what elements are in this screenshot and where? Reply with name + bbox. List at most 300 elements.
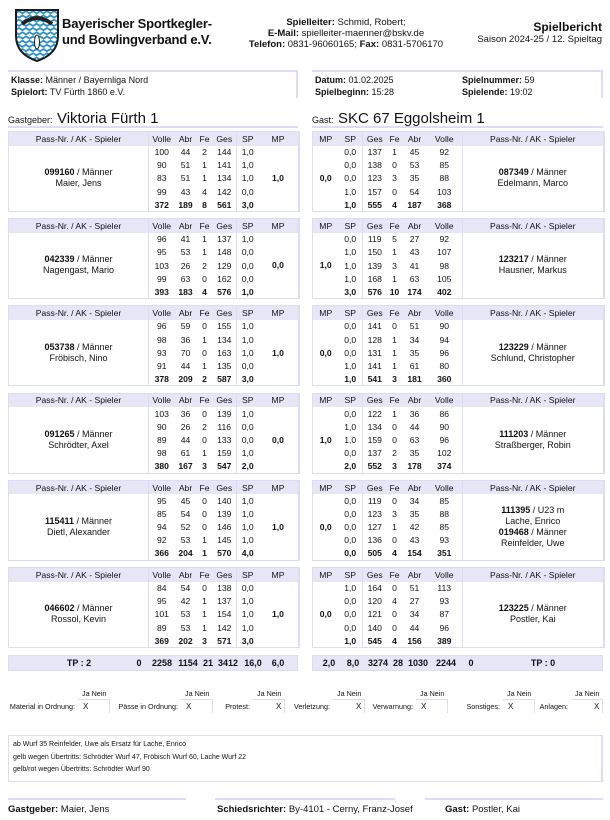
score-cell: 34 xyxy=(409,609,420,620)
logo-diamond xyxy=(12,6,16,8)
score-cell: 43 xyxy=(409,535,420,546)
col-header: Pass-Nr. / AK - Spieler xyxy=(9,393,149,407)
score-cell: 45 xyxy=(409,147,420,158)
score-cell: 0 xyxy=(392,535,397,546)
score-cell: 1 xyxy=(202,609,207,620)
header-row xyxy=(313,219,604,233)
score-cell: 63 xyxy=(409,435,420,446)
remark-line: ab Wurf 35 Reinfelder, Uwe als Ersatz für Lache, Enrico xyxy=(13,741,187,748)
score-cell: 380 xyxy=(149,460,175,473)
score-cell: 0,0 xyxy=(344,448,357,459)
home-game-table xyxy=(8,480,300,561)
score-cell: 1 xyxy=(202,334,207,345)
remark-line: gelb/rot wegen Übertritts: Schrödter Wurf 90 xyxy=(13,766,150,773)
lane-row xyxy=(9,233,299,246)
score-cell: 1,0 xyxy=(237,320,259,333)
score-cell: 547 xyxy=(217,461,232,472)
score-cell: 570 xyxy=(217,548,232,559)
score-cell: 0,0 xyxy=(344,522,357,533)
score-cell: 1 xyxy=(392,408,397,419)
col-header: MP xyxy=(259,132,299,146)
ja-nein-header: Ja Nein xyxy=(185,689,210,698)
score-cell: 90 xyxy=(149,159,175,172)
col-header: MP xyxy=(259,306,299,320)
score-cell: 128 xyxy=(363,333,387,346)
logo-diamond xyxy=(47,59,54,63)
score-cell: 0,0 xyxy=(237,259,259,272)
score-cell: 121 xyxy=(363,608,387,621)
score-cell: 59 xyxy=(180,321,191,332)
col-header: SP xyxy=(237,480,259,494)
check-box[interactable] xyxy=(78,699,110,713)
col-header: Pass-Nr. / AK - Spieler xyxy=(463,568,604,582)
player-pass: 042339 / Männer xyxy=(44,254,113,265)
lane-row xyxy=(9,407,299,420)
col-header: Fe xyxy=(387,393,403,407)
score-cell: 3 xyxy=(392,373,397,384)
mp-cell: 0,0 xyxy=(319,522,332,533)
logo-diamond xyxy=(23,6,30,8)
score-cell: 103 xyxy=(437,186,452,197)
score-cell: 0 xyxy=(202,495,207,506)
score-cell: 139 xyxy=(217,509,232,520)
col-header: Abr xyxy=(175,132,197,146)
logo-diamond xyxy=(12,54,16,58)
remarks-box xyxy=(8,735,603,782)
ja-nein-header: Ja Nein xyxy=(507,689,532,698)
col-header: Abr xyxy=(403,568,427,582)
home-team-title: Gastgeber: Viktoria Fürth 1 xyxy=(8,110,298,128)
check-box[interactable] xyxy=(571,699,603,713)
score-cell: 1,0 xyxy=(237,346,259,359)
home-game-table xyxy=(8,305,300,386)
score-cell: 4 xyxy=(202,186,207,197)
check-mark: X xyxy=(356,702,362,711)
col-header: SP xyxy=(339,480,363,494)
check-label: Material in Ordnung: xyxy=(9,702,75,711)
col-header: Ges xyxy=(363,306,387,320)
score-cell: 1,0 xyxy=(237,447,259,460)
score-cell: 378 xyxy=(149,373,175,386)
player-cell xyxy=(463,233,604,299)
score-cell: 1 xyxy=(392,522,397,533)
player-cell xyxy=(9,233,149,299)
score-cell: 0,0 xyxy=(237,185,259,198)
score-cell: 43 xyxy=(180,186,191,197)
score-cell: 51 xyxy=(409,583,420,594)
mp-cell: 1,0 xyxy=(272,347,284,358)
score-cell: 2 xyxy=(202,147,207,158)
player-name: Schlund, Christopher xyxy=(490,352,575,363)
score-cell: 1,0 xyxy=(237,621,259,634)
player-pass: 046602 / Männer xyxy=(44,603,113,614)
org-name: Bayerischer Sportkegler- und Bowlingverband e.V. xyxy=(62,16,212,47)
col-header: Pass-Nr. / AK - Spieler xyxy=(9,568,149,582)
pass-number: 087349 xyxy=(498,167,529,178)
col-header: Abr xyxy=(175,393,197,407)
score-cell: 54 xyxy=(180,509,191,520)
pass-number: 053738 xyxy=(44,341,75,352)
bskv-logo xyxy=(12,6,62,62)
score-cell: 1 xyxy=(202,234,207,245)
contact-info: Spielleiter: Schmid, Robert; E-Mail: spielleiter-maenner@bskv.de Telefon: 0831-96060165; Fax: 0831-5706170 xyxy=(248,17,444,50)
pass-number: 019468 xyxy=(498,527,529,538)
score-cell: 90 xyxy=(439,421,450,432)
score-cell: 3 xyxy=(392,509,397,520)
remark-line: gelb wegen Übertritts: Schrödter Wurf 47, Fröbisch Wurf 60, Lache Wurf 22 xyxy=(13,753,247,761)
col-header: Pass-Nr. / AK - Spieler xyxy=(463,132,604,146)
player-name: Maier, Jens xyxy=(55,178,102,189)
score-cell: 1,0 xyxy=(344,361,357,372)
score-cell: 2,0 xyxy=(344,461,357,472)
score-cell: 138 xyxy=(363,159,387,172)
header-row xyxy=(313,306,604,320)
logo-diamond xyxy=(12,38,16,42)
score-cell: 119 xyxy=(363,494,387,507)
score-cell: 0,0 xyxy=(344,321,357,332)
score-cell: 116 xyxy=(217,421,232,432)
guest-game-table xyxy=(312,480,605,561)
score-cell: 4 xyxy=(392,596,397,607)
col-header: MP xyxy=(313,480,339,494)
logo-diamond xyxy=(44,6,51,8)
player-cell xyxy=(9,582,149,648)
guest-totals: 2,0 8,0 3274 28 1030 2244 0 TP : 0 xyxy=(312,655,603,671)
col-header: MP xyxy=(259,393,299,407)
score-cell: 2,0 xyxy=(237,460,259,473)
pass-number: 046602 xyxy=(44,603,75,614)
score-cell: 0 xyxy=(392,622,397,633)
score-cell: 148 xyxy=(217,247,232,258)
score-cell: 552 xyxy=(363,460,387,473)
score-cell: 91 xyxy=(149,359,175,372)
score-cell: 51 xyxy=(180,173,191,184)
lane-row xyxy=(313,146,604,159)
player-cell xyxy=(9,494,149,560)
logo-diamond xyxy=(54,50,61,54)
check-box[interactable] xyxy=(333,699,365,713)
score-cell: 98 xyxy=(149,333,175,346)
lane-row xyxy=(9,146,299,159)
logo-diamond xyxy=(12,59,19,63)
col-header: Abr xyxy=(175,568,197,582)
score-cell: 3 xyxy=(202,461,207,472)
col-header: Fe xyxy=(197,568,213,582)
logo-diamond xyxy=(12,29,16,33)
score-cell: 545 xyxy=(363,634,387,647)
score-cell: 0 xyxy=(202,522,207,533)
player-cell xyxy=(9,146,149,212)
col-header: Fe xyxy=(387,306,403,320)
col-header: Fe xyxy=(197,132,213,146)
score-cell: 3 xyxy=(392,461,397,472)
score-cell: 0 xyxy=(202,509,207,520)
score-cell: 351 xyxy=(437,548,452,559)
mp-cell: 1,0 xyxy=(319,434,332,445)
col-header: Volle xyxy=(427,480,463,494)
score-cell: 139 xyxy=(363,259,387,272)
player-pass: 099160 / Männer xyxy=(44,167,113,178)
score-cell: 1,0 xyxy=(237,333,259,346)
check-mark: X xyxy=(276,702,282,711)
guest-game-table xyxy=(312,393,605,474)
score-cell: 93 xyxy=(439,535,450,546)
player-name: Straßberger, Robin xyxy=(494,439,571,450)
score-cell: 0,0 xyxy=(344,160,357,171)
col-header: SP xyxy=(339,393,363,407)
score-cell: 1,0 xyxy=(237,285,259,298)
score-cell: 93 xyxy=(439,596,450,607)
player-name: Nagengast, Mario xyxy=(42,265,115,276)
score-cell: 42 xyxy=(180,596,191,607)
pass-number: 123229 xyxy=(498,341,529,352)
check-box[interactable] xyxy=(416,699,448,713)
score-cell: 137 xyxy=(217,596,232,607)
score-cell: 369 xyxy=(149,634,175,647)
score-cell: 3,0 xyxy=(237,373,259,386)
score-cell: 1,0 xyxy=(344,186,357,197)
header-row xyxy=(9,568,299,582)
score-cell: 96 xyxy=(149,233,175,246)
score-cell: 95 xyxy=(149,246,175,259)
score-cell: 164 xyxy=(363,582,387,595)
player-pass: 123225 / Männer xyxy=(498,603,567,614)
score-cell: 45 xyxy=(180,495,191,506)
score-cell: 105 xyxy=(437,273,452,284)
score-cell: 26 xyxy=(180,260,191,271)
score-cell: 44 xyxy=(409,421,420,432)
score-cell: 154 xyxy=(407,548,422,559)
col-header: Abr xyxy=(403,219,427,233)
score-cell: 159 xyxy=(217,448,232,459)
col-header: Pass-Nr. / AK - Spieler xyxy=(463,393,604,407)
score-cell: 54 xyxy=(180,583,191,594)
score-cell: 145 xyxy=(217,535,232,546)
col-header: Volle xyxy=(149,132,175,146)
score-cell: 576 xyxy=(363,285,387,298)
col-header: MP xyxy=(313,132,339,146)
col-header: Volle xyxy=(149,568,175,582)
player-name: Schrödter, Axel xyxy=(48,439,109,450)
col-header: Ges xyxy=(363,568,387,582)
guest-team-title: Gast: SKC 67 Eggolsheim 1 xyxy=(312,110,603,128)
player-pass: 087349 / Männer xyxy=(498,167,567,178)
col-header: SP xyxy=(339,219,363,233)
score-cell: 42 xyxy=(409,522,420,533)
score-cell: 1 xyxy=(202,535,207,546)
score-cell: 541 xyxy=(363,373,387,386)
lane-row xyxy=(9,320,299,333)
score-cell: 1 xyxy=(202,548,207,559)
score-cell: 133 xyxy=(217,435,232,446)
col-header: Fe xyxy=(387,132,403,146)
score-cell: 163 xyxy=(217,347,232,358)
referee-signature-line xyxy=(215,798,395,800)
logo-diamond xyxy=(58,54,63,58)
score-cell: 134 xyxy=(363,420,387,433)
logo-diamond xyxy=(61,8,62,12)
score-cell: 146 xyxy=(217,522,232,533)
email-link[interactable]: spielleiter-maenner@bskv.de xyxy=(301,28,425,39)
score-cell: 94 xyxy=(149,521,175,534)
col-header: MP xyxy=(259,568,299,582)
score-cell: 1,0 xyxy=(237,595,259,608)
score-cell: 53 xyxy=(180,609,191,620)
score-cell: 83 xyxy=(149,172,175,185)
col-header: SP xyxy=(339,306,363,320)
col-header: MP xyxy=(313,306,339,320)
logo-diamond xyxy=(61,50,62,54)
logo-diamond xyxy=(61,59,62,63)
score-cell: 136 xyxy=(363,534,387,547)
score-cell: 0,0 xyxy=(344,609,357,620)
col-header: MP xyxy=(313,219,339,233)
score-cell: 0,0 xyxy=(237,433,259,446)
score-cell: 1 xyxy=(392,347,397,358)
score-cell: 27 xyxy=(409,234,420,245)
logo-diamond xyxy=(30,6,37,8)
score-cell: 1,0 xyxy=(344,583,357,594)
score-cell: 1,0 xyxy=(344,373,357,384)
col-header: Pass-Nr. / AK - Spieler xyxy=(9,306,149,320)
score-cell: 10 xyxy=(389,286,400,297)
score-cell: 576 xyxy=(217,286,232,297)
score-cell: 1,0 xyxy=(344,421,357,432)
score-cell: 1,0 xyxy=(344,247,357,258)
score-cell: 70 xyxy=(180,347,191,358)
score-cell: 154 xyxy=(217,609,232,620)
col-header: Ges xyxy=(213,393,237,407)
check-mark: X xyxy=(421,702,427,711)
score-cell: 0 xyxy=(392,321,397,332)
score-cell: 54 xyxy=(409,186,420,197)
col-header: SP xyxy=(237,306,259,320)
col-header: MP xyxy=(259,219,299,233)
score-cell: 101 xyxy=(149,608,175,621)
logo-diamond xyxy=(12,46,16,50)
score-cell: 0,0 xyxy=(344,495,357,506)
score-cell: 140 xyxy=(217,495,232,506)
match-time-box: Datum: 01.02.2025 Spielbeginn: 15:28 Spielnummer: 59 Spielende: 19:02 xyxy=(312,70,603,98)
score-cell: 123 xyxy=(363,172,387,185)
home-game-table xyxy=(8,218,300,299)
player-pass: 111395 / U23 m xyxy=(501,505,565,516)
player-name: Edelmann, Marco xyxy=(497,178,569,189)
score-cell: 1 xyxy=(202,160,207,171)
score-cell: 1 xyxy=(202,448,207,459)
score-cell: 44 xyxy=(180,435,191,446)
guest-game-table xyxy=(312,305,605,386)
col-header: Volle xyxy=(149,480,175,494)
check-label: Pässe in Ordnung: xyxy=(118,702,178,711)
score-cell: 90 xyxy=(149,420,175,433)
lane-row xyxy=(313,494,604,507)
report-title: Spielbericht Saison 2024-25 / 12. Spieltag xyxy=(477,20,602,45)
header-row xyxy=(9,219,299,233)
score-cell: 0 xyxy=(392,583,397,594)
player-name: Fröbisch, Nino xyxy=(49,352,108,363)
referee-signature: Schiedsrichter: By-4101 - Cerny, Franz-Josef xyxy=(217,804,413,815)
logo-diamond xyxy=(12,12,16,16)
player-name: Dietl, Alexander xyxy=(46,527,111,538)
score-cell: 157 xyxy=(363,185,387,198)
score-cell: 174 xyxy=(407,286,422,297)
score-cell: 142 xyxy=(217,622,232,633)
lane-row xyxy=(313,320,604,333)
score-cell: 3,0 xyxy=(237,198,259,211)
col-header: Abr xyxy=(175,219,197,233)
pass-number: 123225 xyxy=(498,603,529,614)
lane-row xyxy=(313,233,604,246)
score-cell: 89 xyxy=(149,621,175,634)
pass-number: 099160 xyxy=(44,167,75,178)
score-cell: 0,0 xyxy=(344,173,357,184)
player-pass: 111203 / Männer xyxy=(499,428,567,439)
score-cell: 4 xyxy=(392,635,397,646)
header-row xyxy=(9,132,299,146)
score-cell: 159 xyxy=(363,433,387,446)
col-header: Ges xyxy=(363,393,387,407)
col-header: Fe xyxy=(197,393,213,407)
mp-cell: 0,0 xyxy=(272,260,284,271)
player-cell xyxy=(9,407,149,473)
score-cell: 0,0 xyxy=(344,147,357,158)
score-cell: 142 xyxy=(217,186,232,197)
check-box[interactable] xyxy=(503,699,535,713)
score-cell: 1,0 xyxy=(344,260,357,271)
score-cell: 0,0 xyxy=(344,347,357,358)
guest-game-table xyxy=(312,218,605,299)
col-header: Ges xyxy=(213,306,237,320)
score-cell: 103 xyxy=(149,407,175,420)
player-pass: 053738 / Männer xyxy=(44,341,113,352)
score-cell: 119 xyxy=(363,233,387,246)
ja-nein-header: Ja Nein xyxy=(575,689,600,698)
col-header: Ges xyxy=(363,132,387,146)
mp-cell: 0,0 xyxy=(319,347,332,358)
score-cell: 53 xyxy=(409,160,420,171)
score-cell: 92 xyxy=(439,147,450,158)
score-cell: 372 xyxy=(149,198,175,211)
col-header: Volle xyxy=(427,393,463,407)
score-cell: 1 xyxy=(202,173,207,184)
score-cell: 366 xyxy=(149,547,175,560)
mp-cell: 0,0 xyxy=(319,173,332,184)
col-header: Ges xyxy=(213,132,237,146)
col-header: Fe xyxy=(387,219,403,233)
check-box[interactable] xyxy=(253,699,285,713)
score-cell: 135 xyxy=(217,361,232,372)
score-cell: 99 xyxy=(149,272,175,285)
score-cell: 0,0 xyxy=(344,509,357,520)
pass-number: 091265 xyxy=(44,428,75,439)
score-cell: 0,0 xyxy=(237,272,259,285)
score-cell: 96 xyxy=(439,435,450,446)
check-box[interactable] xyxy=(181,699,213,713)
check-label: Verletzung: xyxy=(294,702,330,711)
score-cell: 178 xyxy=(407,461,422,472)
score-cell: 144 xyxy=(217,147,232,158)
col-header: Abr xyxy=(175,306,197,320)
col-header: Volle xyxy=(149,393,175,407)
logo-diamond xyxy=(12,21,16,25)
score-cell: 139 xyxy=(217,408,232,419)
mp-cell: 0,0 xyxy=(272,434,284,445)
score-cell: 1 xyxy=(392,273,397,284)
col-header: Pass-Nr. / AK - Spieler xyxy=(9,480,149,494)
score-cell: 0,0 xyxy=(237,359,259,372)
col-header: Pass-Nr. / AK - Spieler xyxy=(463,480,604,494)
